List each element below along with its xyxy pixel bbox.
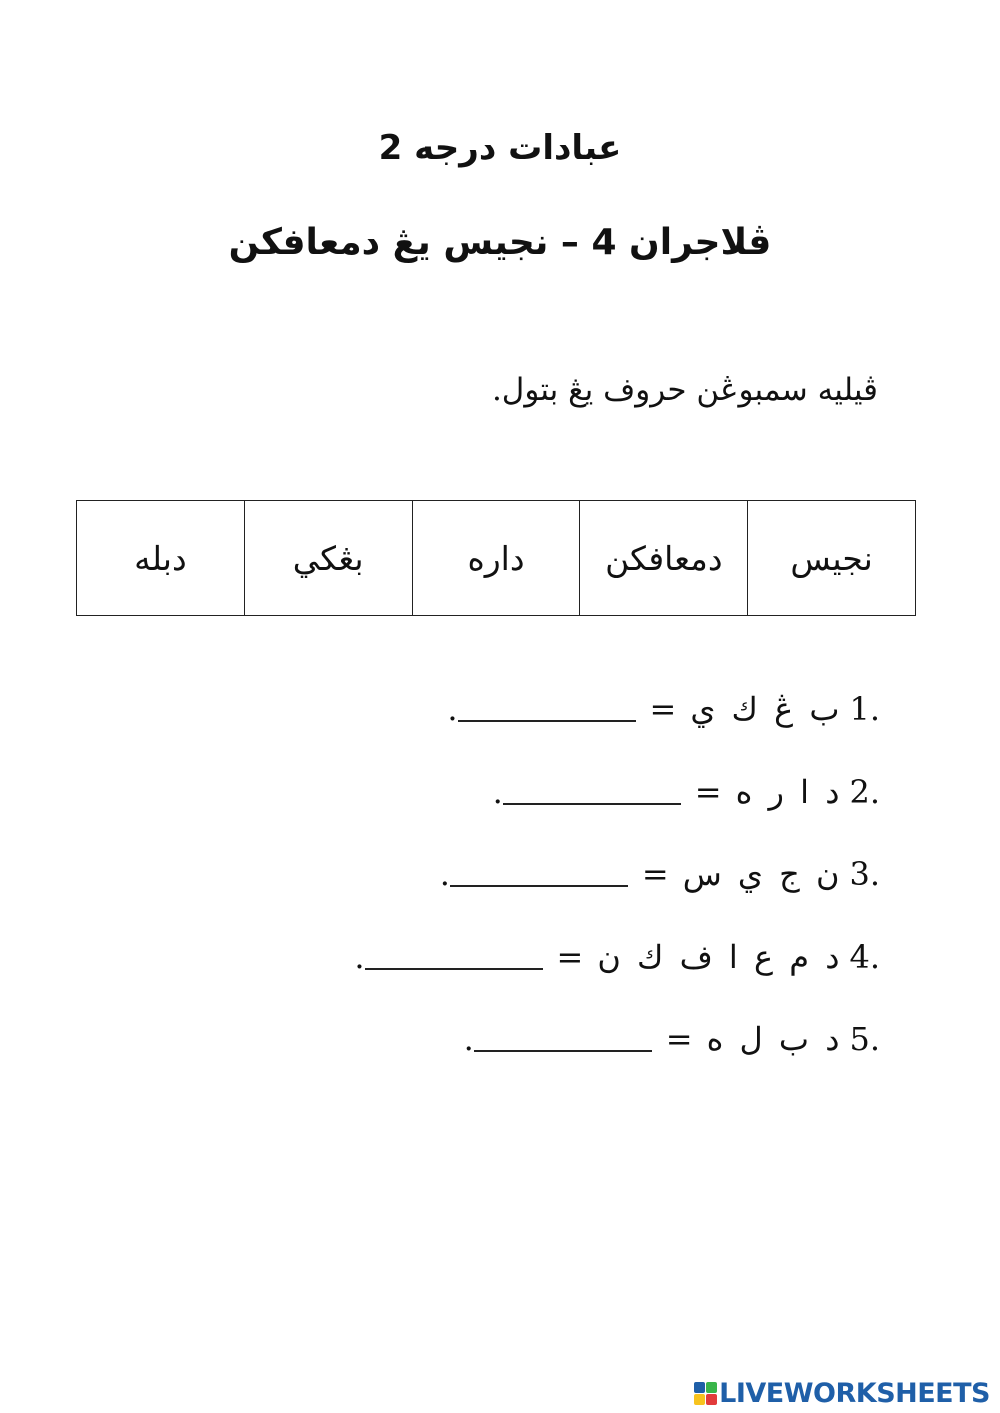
equals-sign: =	[649, 690, 677, 728]
word-bank-cell: نجيس	[748, 501, 916, 616]
end-dot: .	[492, 772, 503, 811]
end-dot: .	[354, 937, 365, 976]
page-title: عبادات درجه 2	[378, 128, 622, 168]
question-item	[354, 773, 880, 856]
question-item	[354, 938, 880, 1021]
answer-blank[interactable]	[365, 938, 543, 970]
end-dot: .	[463, 1020, 474, 1058]
logo-square-yellow	[694, 1394, 705, 1405]
question-item	[354, 690, 880, 773]
page-subtitle: ڤلاجران 4 – نجيس يڠ دمعافكن	[228, 222, 772, 263]
answer-blank[interactable]	[450, 855, 628, 887]
answer-blank[interactable]	[458, 690, 636, 722]
question-letters: د ب ل ه	[706, 1020, 840, 1058]
liveworksheets-logo	[694, 1378, 990, 1409]
answer-blank[interactable]	[474, 1020, 652, 1052]
word-bank-cell: دمعافكن	[580, 501, 748, 616]
logo-text: LIVEWORKSHEETS	[719, 1378, 990, 1409]
word-bank-cell: داره	[412, 501, 580, 616]
word-bank-table	[76, 500, 916, 616]
question-item	[354, 1020, 880, 1103]
equals-sign: =	[665, 1020, 693, 1058]
word-bank-row	[77, 501, 916, 616]
end-dot: .	[447, 690, 458, 728]
instruction-text: ڤيليه سمبوڠن حروف يڠ بتول.	[491, 372, 878, 408]
logo-square-blue	[694, 1382, 705, 1393]
liveworksheets-logo-icon	[694, 1382, 717, 1405]
question-letters: ب ڠ ك ي	[690, 690, 840, 728]
question-list	[354, 690, 880, 1103]
word-bank-cell: بڠكي	[244, 501, 412, 616]
logo-square-red	[706, 1394, 717, 1405]
question-item	[354, 855, 880, 938]
question-letters: د م ع ا ف ك ن	[597, 937, 840, 976]
question-number: 3.	[849, 855, 880, 893]
end-dot: .	[439, 855, 450, 893]
logo-square-green	[706, 1382, 717, 1393]
question-number: 4.	[849, 937, 880, 976]
question-number: 2.	[849, 772, 880, 811]
question-letters: ن ج ي س	[682, 855, 840, 893]
equals-sign: =	[556, 937, 584, 976]
equals-sign: =	[641, 855, 669, 893]
word-bank-cell: دبله	[77, 501, 245, 616]
question-number: 1.	[849, 690, 880, 728]
question-number: 5.	[849, 1020, 880, 1058]
question-letters: د ا ر ه	[735, 772, 840, 811]
answer-blank[interactable]	[503, 773, 681, 805]
equals-sign: =	[694, 772, 722, 811]
